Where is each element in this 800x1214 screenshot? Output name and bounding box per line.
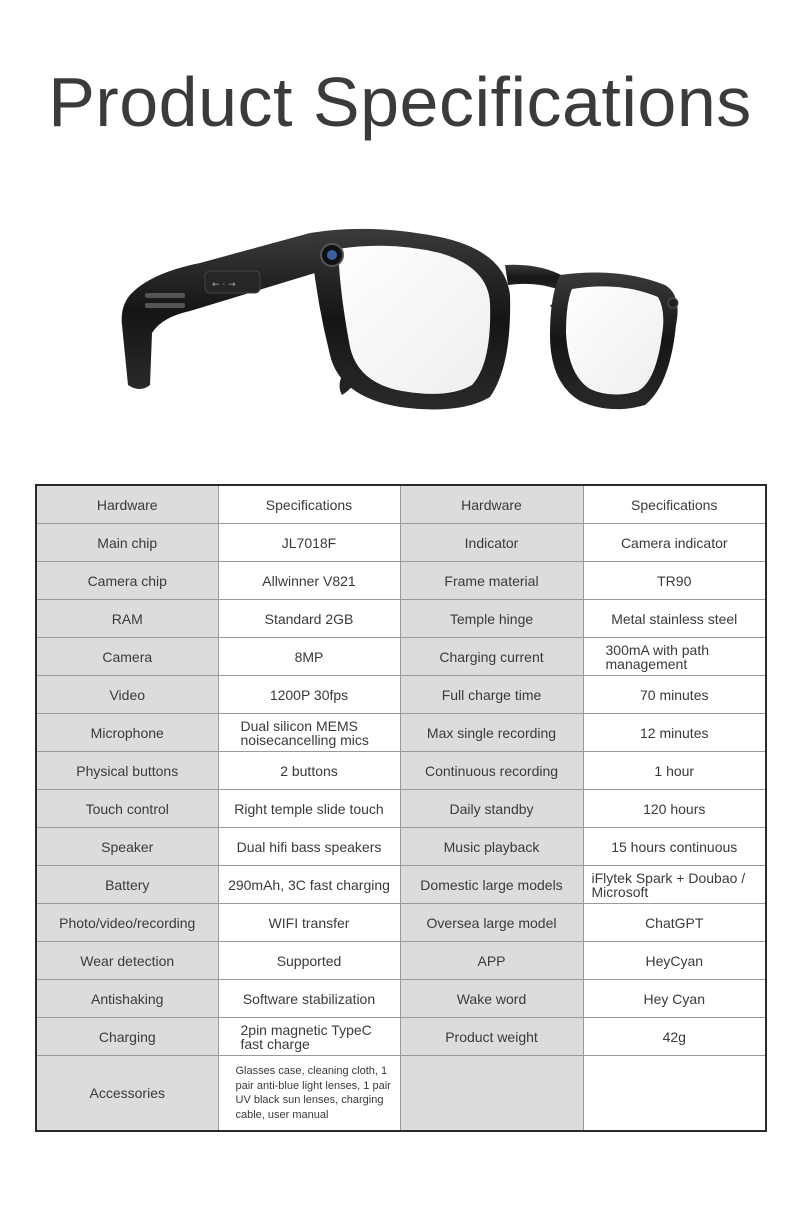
table-cell: Battery bbox=[36, 866, 218, 904]
table-cell: Dual hifi bass speakers bbox=[218, 828, 400, 866]
table-cell: Full charge time bbox=[400, 676, 583, 714]
table-row bbox=[36, 676, 766, 714]
table-cell: Wear detection bbox=[36, 942, 218, 980]
table-cell: Camera bbox=[36, 638, 218, 676]
table-cell: Charging bbox=[36, 1018, 218, 1056]
table-row bbox=[36, 904, 766, 942]
table-cell: Video bbox=[36, 676, 218, 714]
table-row bbox=[36, 1018, 766, 1056]
smart-glasses-image bbox=[110, 215, 700, 425]
table-cell: Touch control bbox=[36, 790, 218, 828]
table-cell: Max single recording bbox=[400, 714, 583, 752]
header-cell: Hardware bbox=[400, 485, 583, 524]
table-cell: ChatGPT bbox=[583, 904, 766, 942]
table-cell: Camera chip bbox=[36, 562, 218, 600]
table-cell: RAM bbox=[36, 600, 218, 638]
table-cell: Indicator bbox=[400, 524, 583, 562]
table-cell: Glasses case, cleaning cloth, 1 pair anti-blue light lenses, 1 pair UV black sun lenses, charging cable, user manual bbox=[218, 1056, 400, 1132]
table-cell: 2pin magnetic TypeC fast charge bbox=[218, 1018, 400, 1056]
table-row bbox=[36, 562, 766, 600]
table-cell: Right temple slide touch bbox=[218, 790, 400, 828]
table-cell: Music playback bbox=[400, 828, 583, 866]
table-cell: 12 minutes bbox=[583, 714, 766, 752]
table-cell: Domestic large models bbox=[400, 866, 583, 904]
table-cell: Metal stainless steel bbox=[583, 600, 766, 638]
table-cell: Dual silicon MEMS noisecancelling mics bbox=[218, 714, 400, 752]
table-cell: 15 hours continuous bbox=[583, 828, 766, 866]
table-cell: Temple hinge bbox=[400, 600, 583, 638]
table-cell: 42g bbox=[583, 1018, 766, 1056]
table-cell: 2 buttons bbox=[218, 752, 400, 790]
table-cell: 120 hours bbox=[583, 790, 766, 828]
table-row bbox=[36, 600, 766, 638]
table-cell: Antishaking bbox=[36, 980, 218, 1018]
svg-text:← · →: ← · → bbox=[212, 280, 236, 290]
table-row bbox=[36, 714, 766, 752]
table-cell: Frame material bbox=[400, 562, 583, 600]
table-cell: Accessories bbox=[36, 1056, 218, 1132]
table-cell: Speaker bbox=[36, 828, 218, 866]
table-cell: 8MP bbox=[218, 638, 400, 676]
table-cell: Main chip bbox=[36, 524, 218, 562]
table-cell bbox=[400, 1056, 583, 1132]
table-cell: Daily standby bbox=[400, 790, 583, 828]
table-cell: Oversea large model bbox=[400, 904, 583, 942]
table-cell: Standard 2GB bbox=[218, 600, 400, 638]
table-cell: Charging current bbox=[400, 638, 583, 676]
table-cell: Camera indicator bbox=[583, 524, 766, 562]
header-cell: Specifications bbox=[218, 485, 400, 524]
table-cell: 1 hour bbox=[583, 752, 766, 790]
table-cell: 290mAh, 3C fast charging bbox=[218, 866, 400, 904]
table-row bbox=[36, 1056, 766, 1132]
table-cell: TR90 bbox=[583, 562, 766, 600]
table-row bbox=[36, 942, 766, 980]
table-cell bbox=[583, 1056, 766, 1132]
header-cell: Specifications bbox=[583, 485, 766, 524]
table-cell: WIFI transfer bbox=[218, 904, 400, 942]
table-cell: Wake word bbox=[400, 980, 583, 1018]
table-row bbox=[36, 828, 766, 866]
header-cell: Hardware bbox=[36, 485, 218, 524]
table-cell: 1200P 30fps bbox=[218, 676, 400, 714]
table-cell: Photo/video/recording bbox=[36, 904, 218, 942]
table-cell: iFlytek Spark + Doubao / Microsoft bbox=[583, 866, 766, 904]
table-row bbox=[36, 638, 766, 676]
table-cell: Physical buttons bbox=[36, 752, 218, 790]
table-cell: Continuous recording bbox=[400, 752, 583, 790]
table-cell: Supported bbox=[218, 942, 400, 980]
table-row bbox=[36, 790, 766, 828]
table-header-row bbox=[36, 485, 766, 524]
table-cell: HeyCyan bbox=[583, 942, 766, 980]
table-cell: JL7018F bbox=[218, 524, 400, 562]
table-cell: Software stabilization bbox=[218, 980, 400, 1018]
table-cell: Allwinner V821 bbox=[218, 562, 400, 600]
table-row bbox=[36, 524, 766, 562]
table-row bbox=[36, 980, 766, 1018]
table-row bbox=[36, 752, 766, 790]
table-row bbox=[36, 866, 766, 904]
table-cell: Product weight bbox=[400, 1018, 583, 1056]
table-cell: 300mA with path management bbox=[583, 638, 766, 676]
table-cell: APP bbox=[400, 942, 583, 980]
page-title: Product Specifications bbox=[48, 63, 752, 141]
spec-table bbox=[35, 484, 767, 1132]
table-cell: Microphone bbox=[36, 714, 218, 752]
table-cell: Hey Cyan bbox=[583, 980, 766, 1018]
table-cell: 70 minutes bbox=[583, 676, 766, 714]
